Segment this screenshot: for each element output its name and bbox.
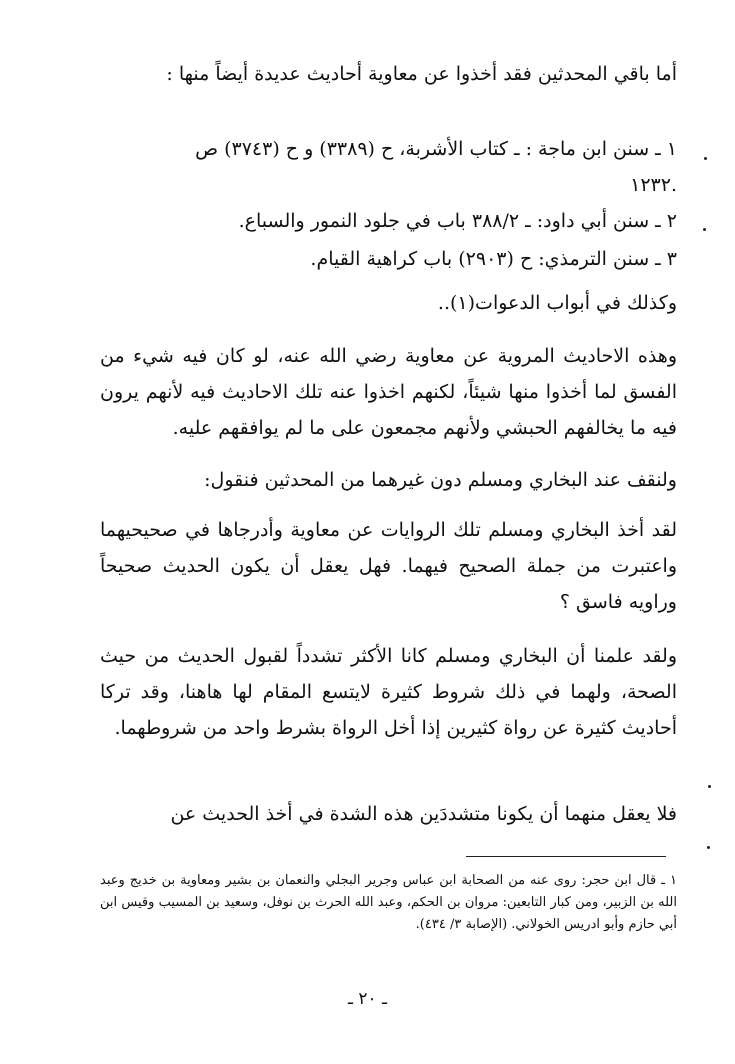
paragraph-bukhari-muslim-intro: ولنقف عند البخاري ومسلم دون غيرهما من المحدثين فنقول:: [204, 469, 677, 491]
scan-speck: [708, 785, 711, 788]
footnote-separator: [466, 856, 666, 857]
paragraph-narrations: وهذه الاحاديث المروية عن معاوية رضي الله عنه، لو كان فيه شيء من الفسق لما أخذوا منها شيئاً، لكنهم اخذوا عنه تلك الاحاديث فيه لأنهم يرون فيه ما يخالفهم الحبشي ولأنهم مجمعون على ما لم يوافقهم عليه.: [100, 345, 677, 439]
paragraph-sahih: لقد أخذ البخاري ومسلم تلك الروايات عن معاوية وأدرجاها في صحيحيهما واعتبرت من جملة الصحيح فيهما. فهل يعقل أن يكون الحديث صحيحاً وراويه فاسق ؟: [100, 519, 677, 613]
scan-speck: [704, 157, 707, 160]
scan-speck: [707, 846, 710, 849]
paragraph-conditions: ولقد علمنا أن البخاري ومسلم كانا الأكثر تشدداً لقبول الحديث من حيث الصحة، ولهما في ذلك شروط كثيرة لايتسع المقام لها هاهنا، وقد تركا أحاديث كثيرة عن رواة كثيرين إذا أخل الرواة بشرط واحد من شروطهما.: [100, 645, 677, 739]
list-item-ibn-majah: ١ ـ سنن ابن ماجة : ـ كتاب الأشربة، ح (٣٣٨٩) و ح (٣٧٤٣) ص: [195, 138, 677, 160]
list-item-tirmidhi: ٣ ـ سنن الترمذي: ح (٢٩٠٣) باب كراهية القيام.: [310, 248, 677, 270]
scan-speck: [703, 228, 706, 231]
list-item-ibn-majah-page: .١٢٣٢: [630, 174, 677, 196]
list-item-abu-dawud: ٢ ـ سنن أبي داود: ـ ٣٨٨/٢ باب في جلود النمور والسباع.: [238, 210, 677, 232]
paragraph-intro: أما باقي المحدثين فقد أخذوا عن معاوية أحاديث عديدة أيضاً منها :: [166, 63, 677, 85]
page-number: ـ ٢٠ ـ: [347, 989, 388, 1009]
paragraph-duaa-chapters: وكذلك في أبواب الدعوات(١)..: [437, 292, 677, 314]
paragraph-conclusion: فلا يعقل منهما أن يكونا متشددَين هذه الشدة في أخذ الحديث عن: [170, 803, 677, 825]
footnote-1: ١ ـ قال ابن حجر: روى عنه من الصحابة ابن عباس وجرير البجلي والنعمان بن بشير ومعاوية بن خديج وعبد الله بن الزبير، ومن كبار التابعين: مروان بن الحكم، وعبد الله الحرث بن نوفل، وسعيد بن المسيب وقيس ابن أبي حازم وأبو ادريس الخولاني. (الإصابة ٣/ ٤٣٤).: [100, 873, 677, 932]
